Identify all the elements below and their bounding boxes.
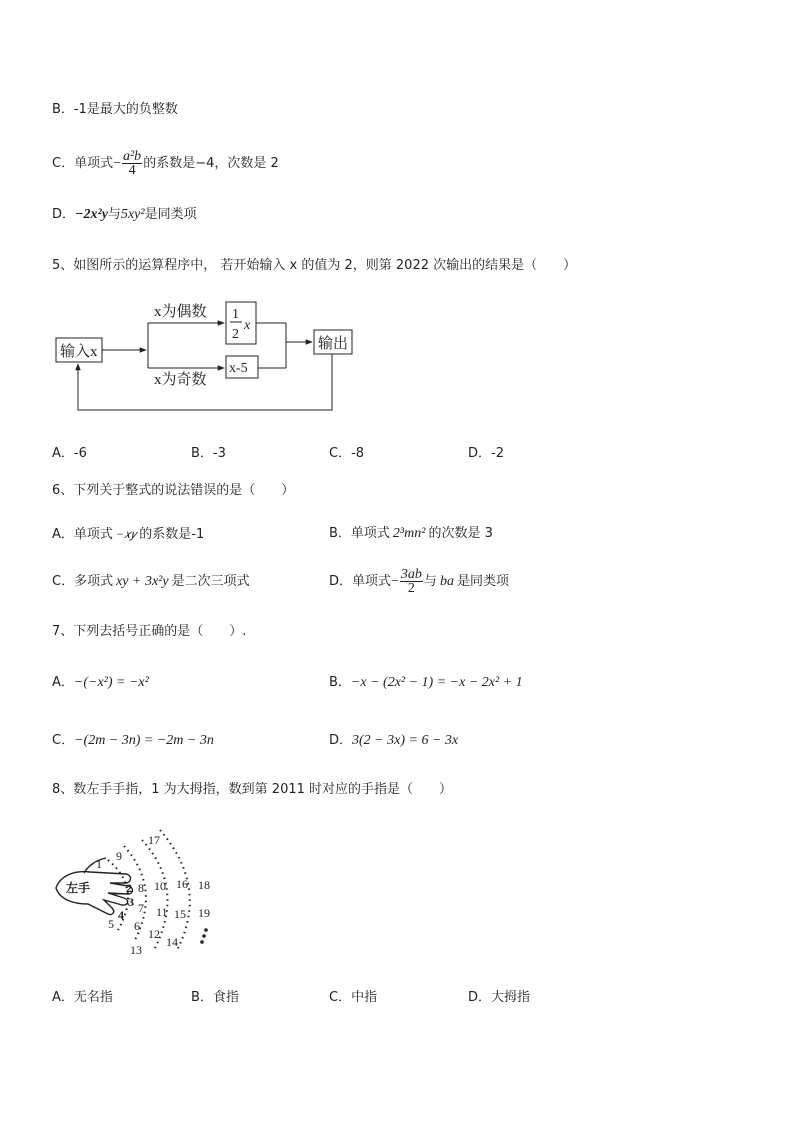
q5-option-a: A．-6 (52, 446, 87, 461)
q7-option-b-expr: −x − (2x² − 1) = −x − 2x² + 1 (350, 675, 523, 690)
q6-option-b-label: B．单项式 (329, 526, 390, 541)
finger-num-6: 6 (134, 919, 140, 933)
finger-num-12: 12 (148, 927, 160, 941)
q6-option-a (52, 525, 204, 544)
input-label: 输入x (60, 344, 98, 360)
finger-num-13: 13 (130, 943, 142, 957)
q7-option-d (329, 732, 458, 750)
q6-option-c-label: C．多项式 (52, 574, 114, 589)
q7-option-a-expr: −(−x²) = −x² (73, 675, 149, 690)
q6-stem: 6、下列关于整式的说法错误的是（ ） (52, 483, 295, 498)
q6-option-b (329, 525, 493, 543)
finger-num-14: 14 (166, 935, 178, 949)
q6-option-a-text: 的系数是-1 (139, 527, 205, 542)
q5-option-c: C．-8 (329, 446, 365, 461)
finger-num-8: 8 (138, 881, 144, 895)
q6-option-d-expr: ba (439, 574, 454, 589)
finger-num-15: 15 (174, 907, 186, 921)
q4-fraction-num: a²b (122, 149, 142, 164)
output-label: 输出 (318, 336, 349, 352)
q8-hand-diagram (50, 826, 220, 961)
q5-option-b: B．-3 (191, 446, 226, 461)
finger-num-2: 2 (126, 881, 132, 895)
q4-option-d (52, 206, 197, 224)
q7-option-a-label: A． (52, 675, 74, 690)
half-den: 2 (232, 327, 239, 342)
q4-option-c-label: C．单项式 (52, 156, 114, 171)
thumb-line (84, 858, 106, 873)
q6-option-a-expr: −𝑥𝑦 (115, 527, 137, 541)
q7-option-d-expr: 3(2 − 3x) = 6 − 3x (352, 733, 459, 748)
finger-num-10: 10 (154, 879, 166, 893)
q5-flow-diagram (50, 296, 370, 418)
q4-option-d-mid: 与 (107, 207, 121, 222)
q6-option-d: D．单项式− $\frac{3ab}{2}$ 与 ba 是同类项 (329, 567, 509, 596)
finger-num-7: 7 (138, 901, 144, 915)
q4-fraction (122, 150, 142, 177)
q6-fraction (400, 568, 423, 595)
q8-option-c: C．中指 (329, 990, 378, 1005)
even-label: x为偶数 (154, 304, 207, 320)
finger-num-18: 18 (198, 878, 210, 892)
q7-option-c-label: C． (52, 733, 75, 748)
ellipsis-dot-2 (202, 934, 206, 938)
q8-option-b: B．食指 (191, 990, 239, 1005)
q4-option-d-text: 是同类项 (144, 207, 197, 222)
minus-label: x-5 (229, 361, 248, 376)
ellipsis-dot-1 (204, 928, 208, 932)
q4-option-c-text: 的系数是−4，次数是 2 (143, 156, 279, 171)
q7-option-a (52, 674, 149, 692)
q4-option-d-expr2: 5xy² (120, 207, 145, 222)
q7-option-c (52, 732, 214, 750)
q6-option-d-mid: 与 (423, 574, 437, 589)
finger-num-9: 9 (116, 849, 122, 863)
finger-num-5: 5 (108, 917, 114, 931)
q6-option-d-label: D．单项式 (329, 574, 392, 589)
finger-num-1: 1 (96, 857, 102, 871)
q7-stem: 7、下列去括号正确的是（ ）. (52, 624, 247, 639)
q4-option-d-label: D． (52, 207, 76, 222)
finger-num-19: 19 (198, 906, 210, 920)
q6-option-b-text: 的次数是 3 (428, 526, 493, 541)
ellipsis-dot-3 (200, 940, 204, 944)
q5-option-d: D．-2 (468, 446, 504, 461)
q6-fraction-num: 3ab (400, 567, 422, 582)
q4-option-c: C．单项式− $\frac{\text{a²b}}{4}$ 的系数是−4，次数是 2 (52, 149, 279, 178)
finger-num-3: 3 (128, 895, 134, 909)
finger-num-17: 17 (148, 833, 160, 847)
q7-option-b-label: B． (329, 675, 351, 690)
finger-num-11: 11 (156, 905, 168, 919)
q6-option-c-text: 是二次三项式 (171, 574, 250, 589)
odd-label: x为奇数 (154, 372, 207, 388)
q4-option-b: B．-1是最大的负整数 (52, 102, 178, 117)
q7-option-b (329, 674, 523, 692)
half-num: 1 (232, 307, 239, 322)
q8-stem: 8、数左手手指，1 为大拇指，数到第 2011 时对应的手指是（ ） (52, 782, 453, 797)
q6-option-c-expr: xy + 3x²y (116, 574, 169, 589)
q6-option-d-text: 是同类项 (456, 574, 509, 589)
q8-option-a: A．无名指 (52, 990, 113, 1005)
q8-option-d: D．大拇指 (468, 990, 531, 1005)
q6-option-b-expr: 2³mn² (392, 526, 426, 541)
q7-option-c-expr: −(2m − 3n) = −2m − 3n (74, 733, 214, 748)
q4-fraction-den: 4 (128, 163, 136, 178)
q4-option-d-expr1: −2x²y (75, 207, 108, 222)
finger-num-4: 4 (118, 908, 124, 922)
finger-num-16: 16 (176, 877, 188, 891)
q6-option-a-label: A．单项式 (52, 527, 113, 542)
q7-option-d-label: D． (329, 733, 353, 748)
hand-label: 左手 (66, 881, 91, 895)
q5-stem: 5、如图所示的运算程序中， 若开始输入 x 的值为 2，则第 2022 次输出的结果是（ ） (52, 258, 577, 273)
half-box (226, 302, 256, 344)
q6-option-c (52, 573, 250, 591)
q6-fraction-den: 2 (407, 581, 415, 596)
half-var: x (244, 318, 251, 333)
